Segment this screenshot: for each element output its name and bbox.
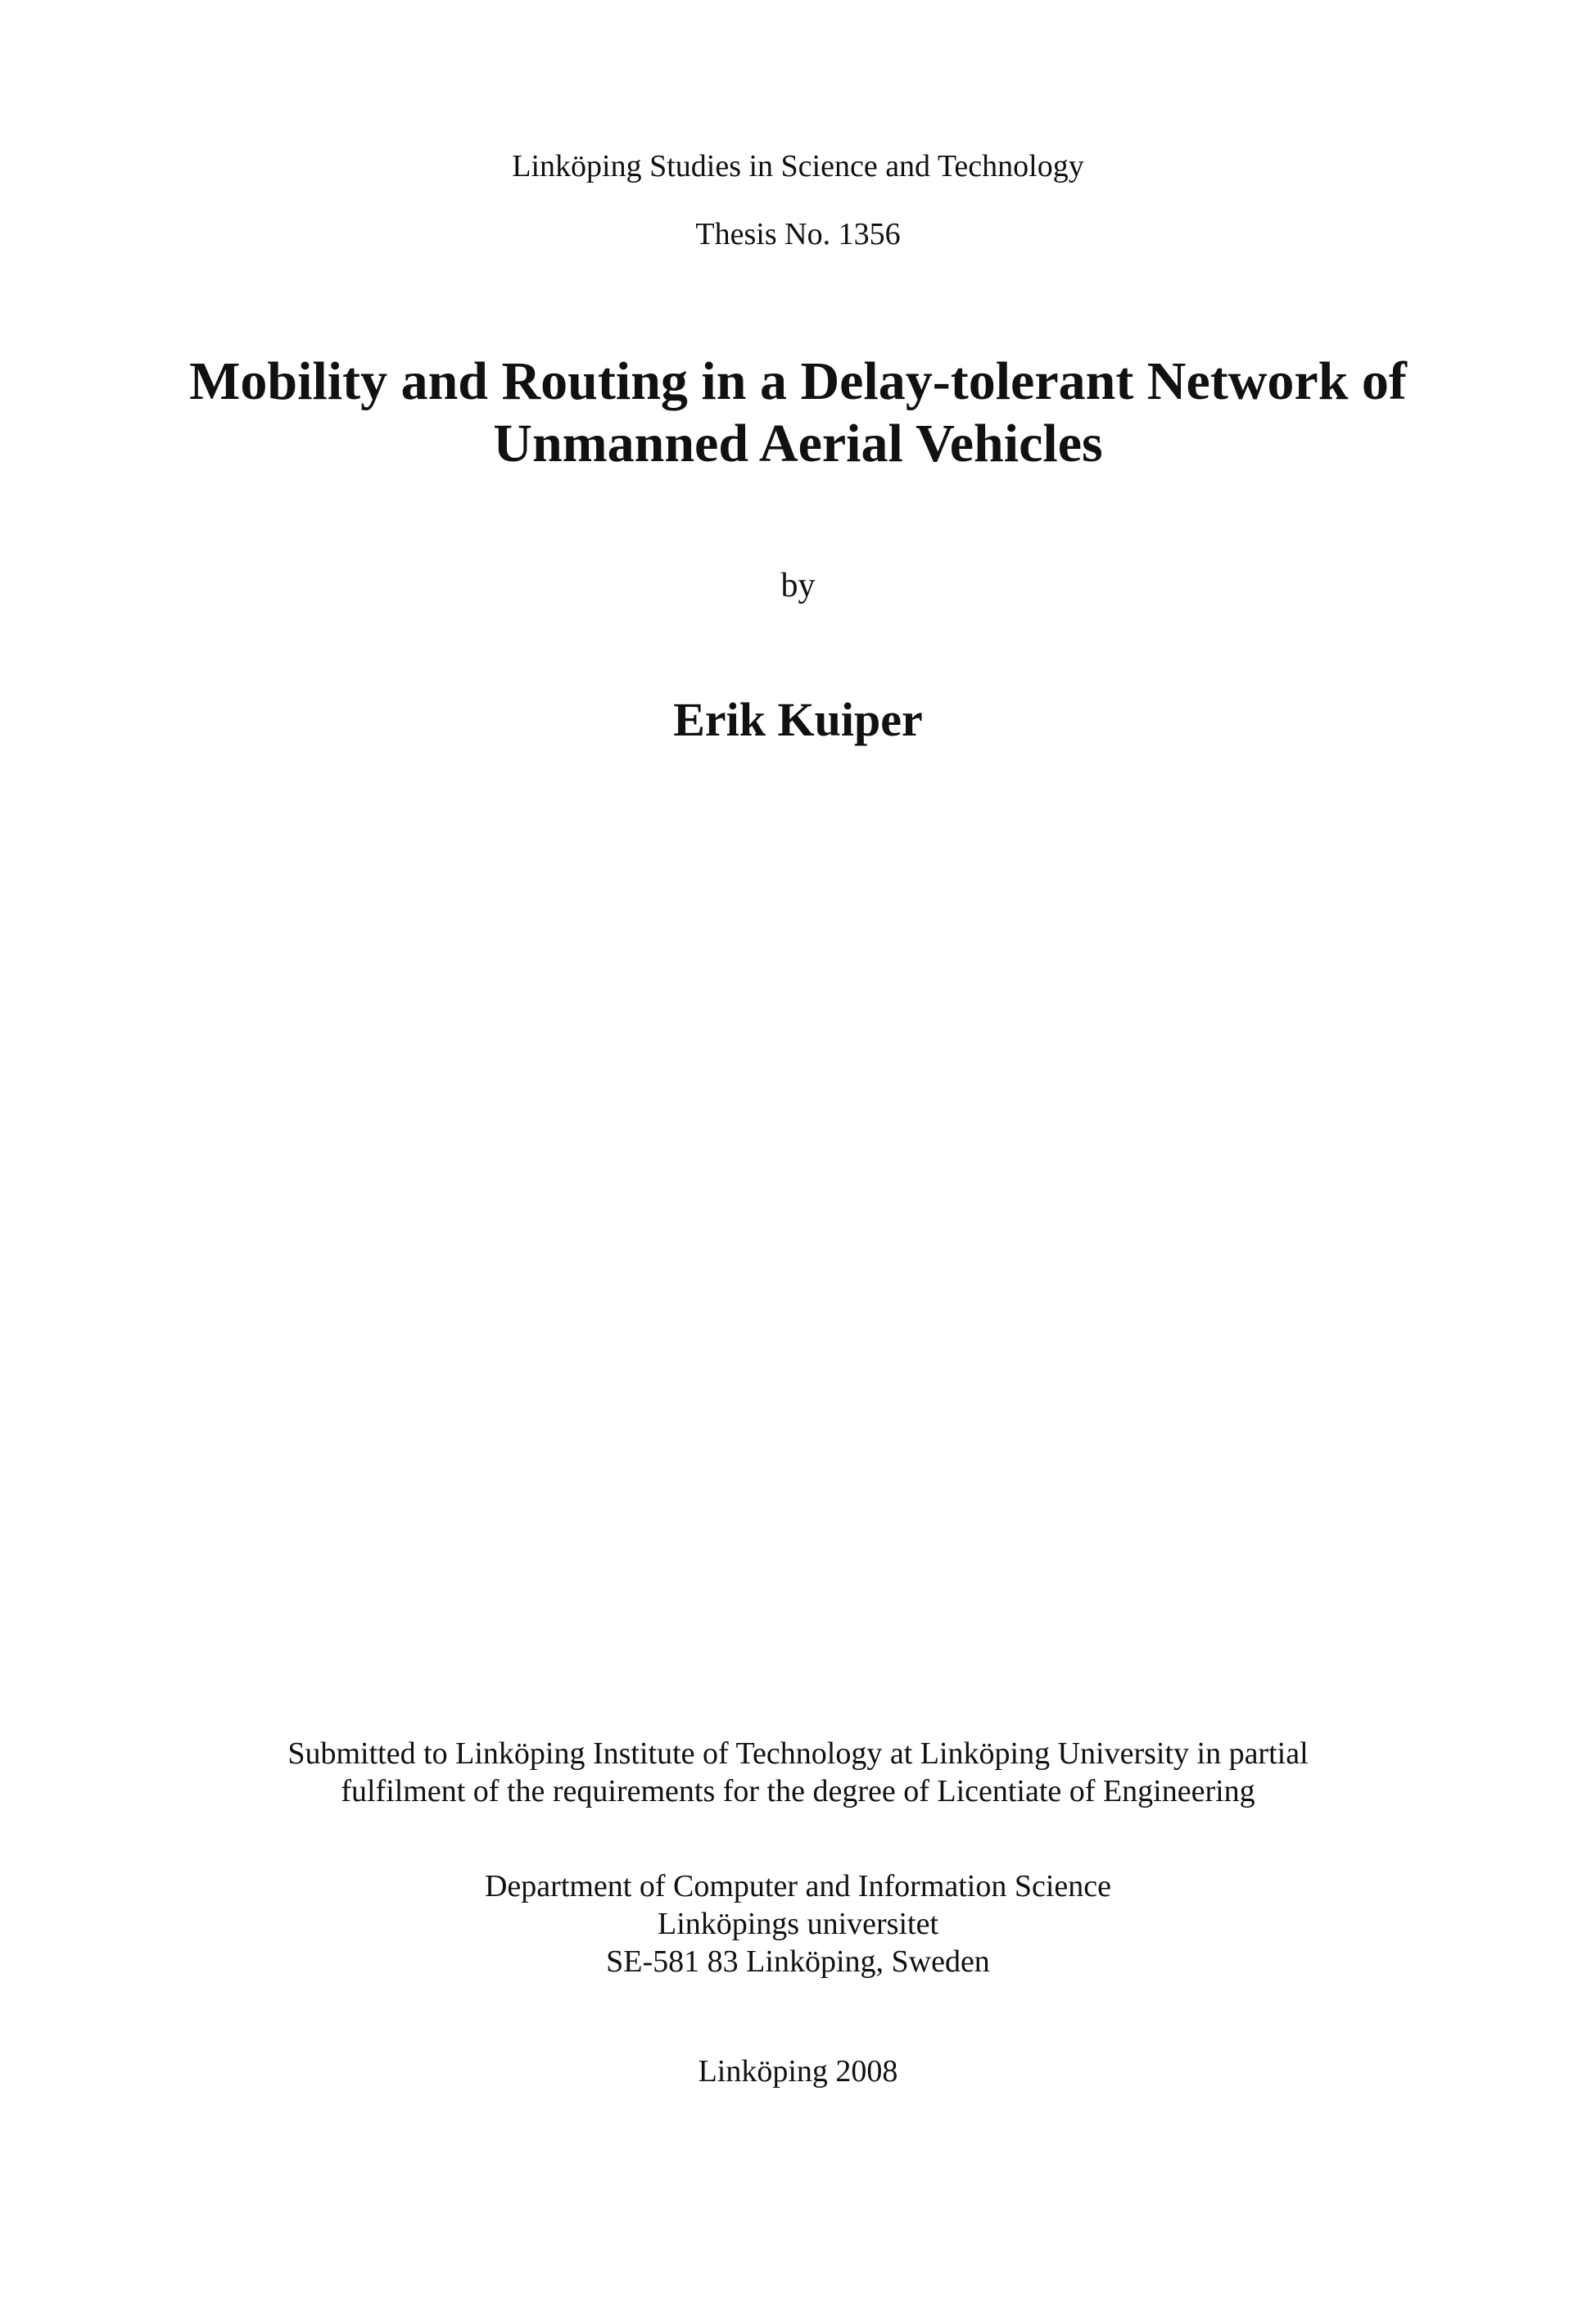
author-name: Erik Kuiper xyxy=(673,693,923,746)
thesis-title-line-2: Unmanned Aerial Vehicles xyxy=(493,414,1103,473)
department-line-1: Department of Computer and Information Science xyxy=(484,1869,1112,1903)
department-line-3: SE-581 83 Linköping, Sweden xyxy=(606,1944,990,1979)
submission-line-1: Submitted to Linköping Institute of Technology at Linköping University in partial xyxy=(287,1736,1309,1771)
thesis-number: Thesis No. 1356 xyxy=(695,217,901,251)
submission-line-2: fulfilment of the requirements for the degree of Licentiate of Engineering xyxy=(341,1774,1255,1808)
department-address xyxy=(0,1867,1596,1980)
place-year: Linköping 2008 xyxy=(698,2054,898,2089)
department-line-2: Linköpings universitet xyxy=(657,1907,939,1941)
submission-statement xyxy=(0,1735,1596,1810)
by-label: by xyxy=(780,567,816,604)
thesis-title xyxy=(0,351,1596,475)
thesis-title-line-1: Mobility and Routing in a Delay-tolerant Network of xyxy=(189,351,1407,411)
series-name: Linköping Studies in Science and Technology xyxy=(512,149,1084,183)
